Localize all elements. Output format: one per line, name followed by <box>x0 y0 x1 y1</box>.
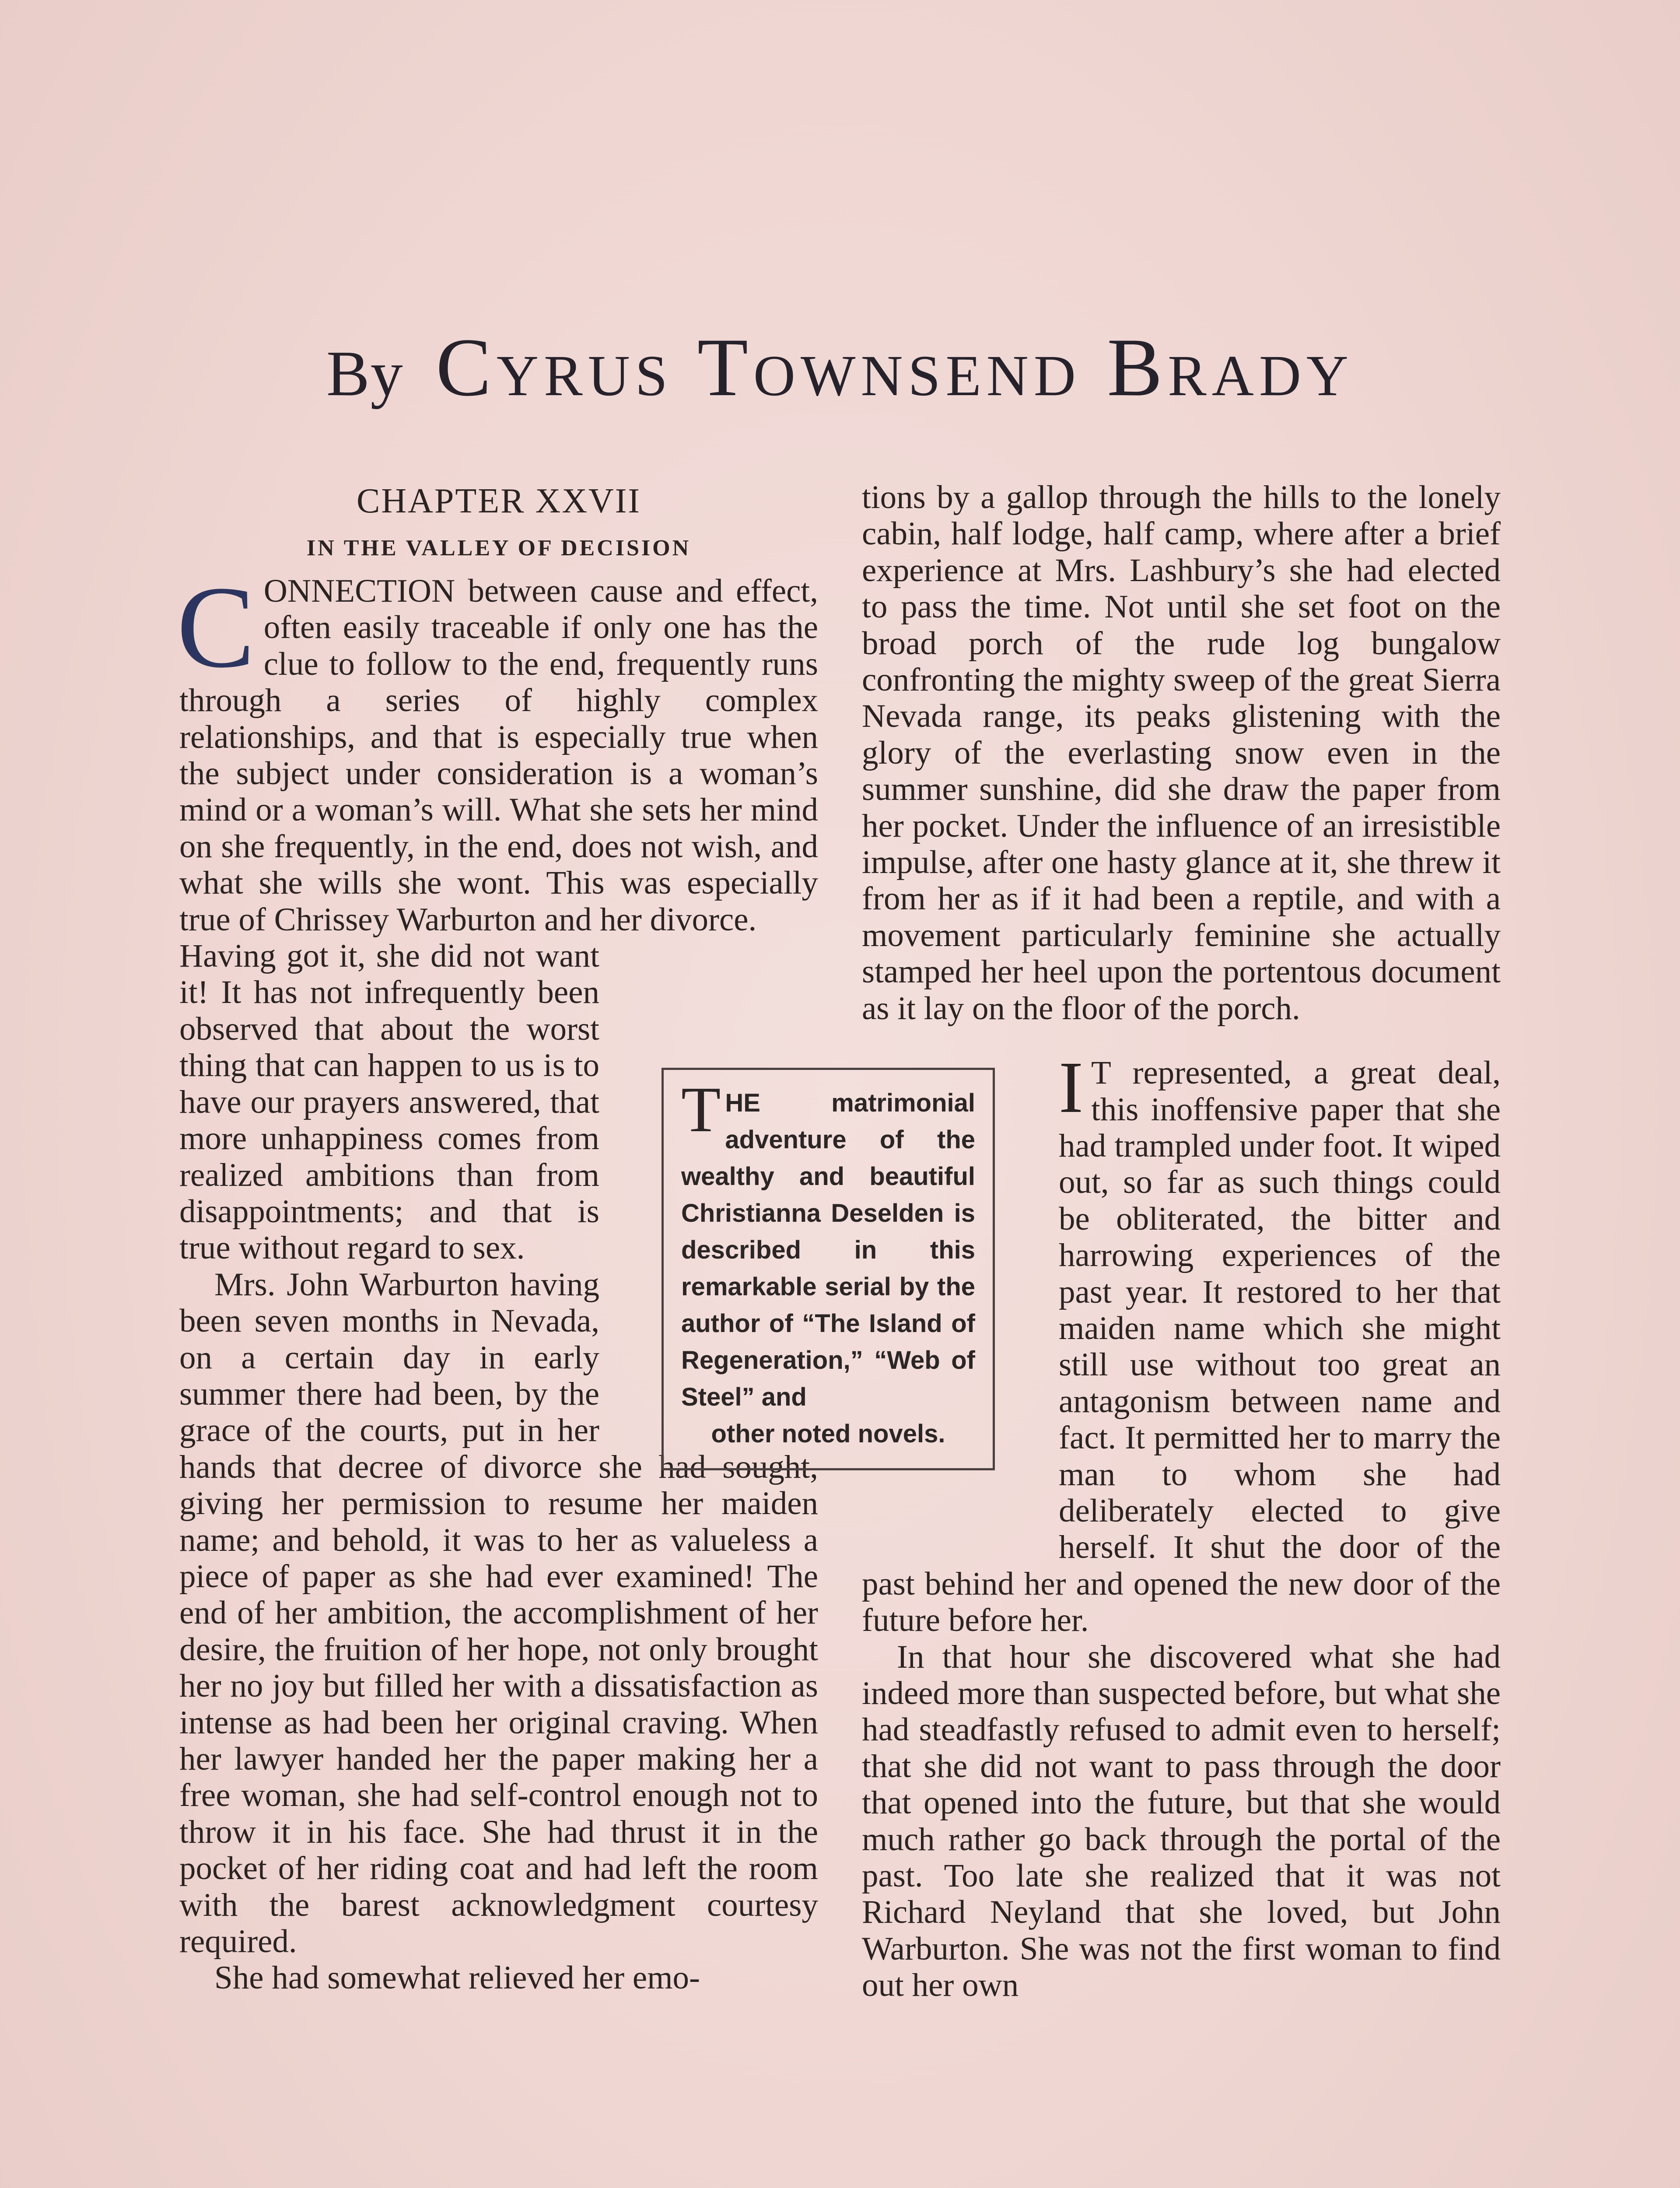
callout-text: HE matrimonial adventure of the wealthy and beautiful Christianna Deselden is described in this remarkable serial by the author of “The Island of Regeneration,” “Web of Steel” and <box>681 1089 975 1411</box>
chapter-subtitle: IN THE VALLEY OF DECISION <box>306 536 691 561</box>
paragraph: She had somewhat relieved her emo- <box>214 1960 700 1996</box>
paragraph-text: T represented, a great deal, this inoffensive paper that she had trampled under foot. It wiped out, so far as such things could be obliterated, the bitter and harrowing experiences of the past year. It restored to her that maiden name which she might still use without too great an antagonism between name and fact. It permitted her to marry the man to whom she had deliberately elected to give herself. It shut the door of the past behind her and opened the new door of the future before her. <box>862 1055 1501 1639</box>
author-name: Cyrus Townsend Brady <box>436 322 1354 414</box>
paragraph: Having got it, she did not want it! It has not infrequently been observed that about the worst thing that can happen to us is to have our prayers answered, that more unhappiness comes from realized ambitions than from disappointments; and that is true without regard to sex. <box>179 938 599 1266</box>
section-gap <box>862 1027 1501 1055</box>
chapter-heading: CHAPTER XXVII <box>356 482 641 520</box>
serial-callout-box <box>662 1068 995 1470</box>
drop-cap: I <box>1059 1047 1083 1129</box>
paragraph: In that hour she discovered what she had indeed more than suspected before, but what she had steadfastly refused to admit even to herself; that she did not want to pass through the door that opened into the future, but that she would much rather go back through the portal of the past. Too late she realized that it was not Richard Neyland that she loved, but John Warburton. She was not the first woman to find out her own <box>862 1638 1501 2004</box>
paragraph: Mrs. John Warburton having been seven months in Nevada, on a certain day in early summer there had been, by the grace of the courts, put in her hands that decree of divorce she had sought, giving her permission to resume her maiden name; and behold, it was to her as valueless a piece of paper as she had ever examined! The end of her ambition, the accomplishment of her desire, the fruition of her hope, not only brought her no joy but filled her with a dissatisfaction as intense as had been her original craving. When her lawyer handed her the paper making her a free woman, she had self-control enough not to throw it in his face. She had thrust it in the pocket of her riding coat and had left the room with the barest acknowledgment courtesy required. <box>179 1266 818 1960</box>
drop-cap: C <box>177 562 255 692</box>
paragraph <box>177 562 818 938</box>
paragraph-text: ONNECTION between cause and effect, often easily traceable if only one has the clue to follow to the end, frequently runs through a series of highly complex relationships, and that is especially true when the subject under consideration is a woman’s mind or a woman’s will. What she sets her mind on she frequently, in the end, does not wish, and what she wills she wont. This was especially true of Chrissey Warburton and her divorce. <box>179 573 818 938</box>
author-byline <box>0 322 1680 414</box>
callout-text-end: other noted novels. <box>711 1420 945 1448</box>
paragraph: tions by a gallop through the hills to the lonely cabin, half lodge, half camp, where after a brief experience at Mrs. Lashbury’s she had elected to pass the time. Not until she set foot on the broad porch of the rude log bungalow confronting the mighty sweep of the great Sierra Nevada range, its peaks glistening with the glory of the everlasting snow even in the summer sunshine, did she draw the paper from her pocket. Under the influence of an irresistible impulse, after one hasty glance at it, she threw it from her as if it had been a reptile, and with a movement particularly feminine she actually stamped her heel upon the portentous document as it lay on the floor of the porch. <box>862 479 1501 1027</box>
byline-prefix: By <box>326 338 404 410</box>
callout-drop-cap: T <box>681 1074 721 1146</box>
